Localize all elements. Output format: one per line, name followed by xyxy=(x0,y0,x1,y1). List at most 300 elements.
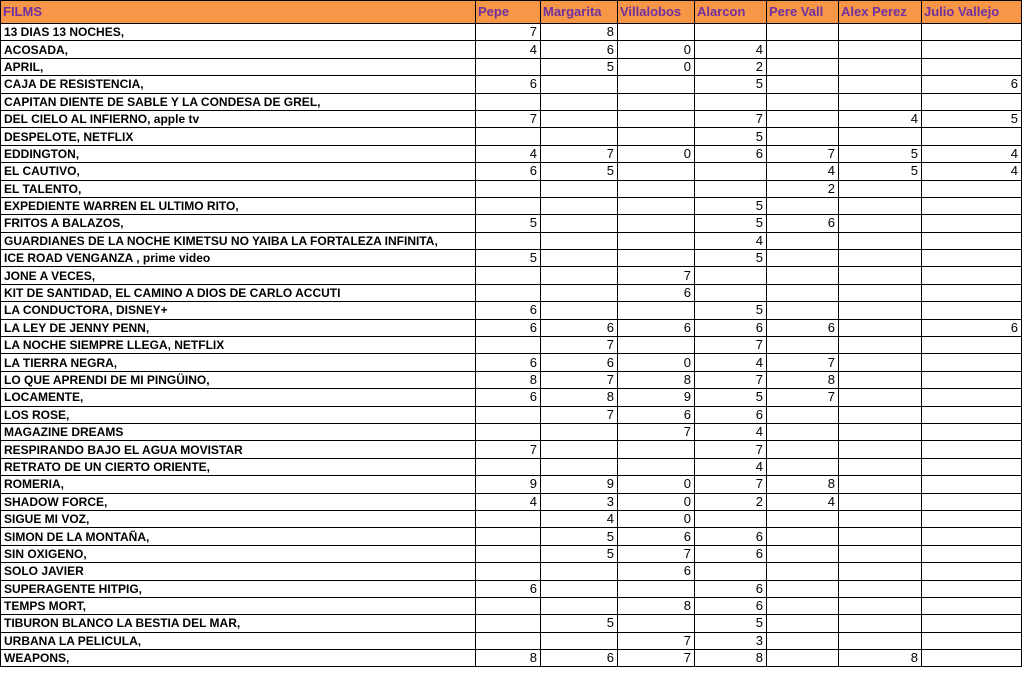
score-cell[interactable] xyxy=(922,93,1022,110)
score-cell[interactable] xyxy=(839,267,922,284)
film-title-cell[interactable]: WEAPONS, xyxy=(1,650,476,667)
score-cell[interactable]: 8 xyxy=(476,650,541,667)
score-cell[interactable]: 5 xyxy=(839,163,922,180)
film-title-cell[interactable]: DESPELOTE, NETFLIX xyxy=(1,128,476,145)
score-cell[interactable] xyxy=(767,632,839,649)
film-title-cell[interactable]: LA TIERRA NEGRA, xyxy=(1,354,476,371)
score-cell[interactable] xyxy=(922,615,1022,632)
score-cell[interactable] xyxy=(839,615,922,632)
film-title-cell[interactable]: EXPEDIENTE WARREN EL ULTIMO RITO, xyxy=(1,197,476,214)
header-cell-alarcon[interactable]: Alarcon xyxy=(695,1,767,24)
score-cell[interactable] xyxy=(922,215,1022,232)
score-cell[interactable]: 7 xyxy=(618,545,695,562)
score-cell[interactable] xyxy=(922,250,1022,267)
score-cell[interactable]: 7 xyxy=(541,371,618,388)
score-cell[interactable] xyxy=(476,632,541,649)
score-cell[interactable] xyxy=(839,493,922,510)
score-cell[interactable] xyxy=(618,215,695,232)
score-cell[interactable] xyxy=(541,563,618,580)
score-cell[interactable] xyxy=(839,337,922,354)
score-cell[interactable] xyxy=(922,580,1022,597)
score-cell[interactable] xyxy=(839,76,922,93)
film-title-cell[interactable]: EL TALENTO, xyxy=(1,180,476,197)
score-cell[interactable]: 5 xyxy=(476,215,541,232)
score-cell[interactable]: 7 xyxy=(767,389,839,406)
score-cell[interactable] xyxy=(922,528,1022,545)
score-cell[interactable] xyxy=(476,180,541,197)
score-cell[interactable]: 6 xyxy=(767,319,839,336)
score-cell[interactable]: 5 xyxy=(839,145,922,162)
score-cell[interactable] xyxy=(695,180,767,197)
score-cell[interactable]: 5 xyxy=(695,615,767,632)
film-title-cell[interactable]: RETRATO DE UN CIERTO ORIENTE, xyxy=(1,458,476,475)
score-cell[interactable] xyxy=(618,337,695,354)
score-cell[interactable]: 5 xyxy=(541,163,618,180)
score-cell[interactable]: 6 xyxy=(541,650,618,667)
score-cell[interactable] xyxy=(922,389,1022,406)
score-cell[interactable] xyxy=(922,197,1022,214)
score-cell[interactable]: 8 xyxy=(839,650,922,667)
film-title-cell[interactable]: MAGAZINE DREAMS xyxy=(1,423,476,440)
score-cell[interactable]: 8 xyxy=(767,371,839,388)
score-cell[interactable] xyxy=(922,406,1022,423)
score-cell[interactable]: 0 xyxy=(618,58,695,75)
score-cell[interactable]: 5 xyxy=(695,302,767,319)
score-cell[interactable]: 6 xyxy=(618,406,695,423)
score-cell[interactable] xyxy=(767,24,839,41)
score-cell[interactable]: 6 xyxy=(618,563,695,580)
score-cell[interactable] xyxy=(476,406,541,423)
header-cell-margarita[interactable]: Margarita xyxy=(541,1,618,24)
score-cell[interactable]: 6 xyxy=(476,354,541,371)
score-cell[interactable]: 5 xyxy=(541,615,618,632)
score-cell[interactable] xyxy=(541,180,618,197)
score-cell[interactable]: 4 xyxy=(695,232,767,249)
score-cell[interactable] xyxy=(618,458,695,475)
score-cell[interactable]: 6 xyxy=(618,284,695,301)
score-cell[interactable] xyxy=(922,371,1022,388)
score-cell[interactable] xyxy=(618,580,695,597)
score-cell[interactable] xyxy=(922,302,1022,319)
score-cell[interactable] xyxy=(922,24,1022,41)
score-cell[interactable]: 6 xyxy=(695,597,767,614)
score-cell[interactable] xyxy=(541,632,618,649)
score-cell[interactable]: 5 xyxy=(695,197,767,214)
score-cell[interactable]: 4 xyxy=(695,354,767,371)
score-cell[interactable]: 4 xyxy=(922,163,1022,180)
score-cell[interactable] xyxy=(767,284,839,301)
film-title-cell[interactable]: APRIL, xyxy=(1,58,476,75)
film-title-cell[interactable]: EDDINGTON, xyxy=(1,145,476,162)
score-cell[interactable] xyxy=(618,615,695,632)
film-title-cell[interactable]: ACOSADA, xyxy=(1,41,476,58)
score-cell[interactable] xyxy=(618,163,695,180)
score-cell[interactable]: 7 xyxy=(618,423,695,440)
score-cell[interactable]: 5 xyxy=(541,545,618,562)
score-cell[interactable] xyxy=(839,545,922,562)
film-title-cell[interactable]: SHADOW FORCE, xyxy=(1,493,476,510)
score-cell[interactable] xyxy=(839,284,922,301)
score-cell[interactable]: 4 xyxy=(541,510,618,527)
score-cell[interactable]: 7 xyxy=(767,145,839,162)
header-cell-films[interactable]: FILMS xyxy=(1,1,476,24)
score-cell[interactable] xyxy=(618,302,695,319)
score-cell[interactable] xyxy=(922,476,1022,493)
score-cell[interactable] xyxy=(922,267,1022,284)
score-cell[interactable] xyxy=(922,545,1022,562)
score-cell[interactable] xyxy=(922,597,1022,614)
film-title-cell[interactable]: ICE ROAD VENGANZA , prime video xyxy=(1,250,476,267)
score-cell[interactable] xyxy=(922,232,1022,249)
score-cell[interactable]: 7 xyxy=(695,441,767,458)
score-cell[interactable] xyxy=(618,180,695,197)
film-title-cell[interactable]: FRITOS A BALAZOS, xyxy=(1,215,476,232)
score-cell[interactable]: 8 xyxy=(541,389,618,406)
score-cell[interactable]: 6 xyxy=(695,406,767,423)
score-cell[interactable]: 6 xyxy=(695,545,767,562)
score-cell[interactable] xyxy=(922,180,1022,197)
score-cell[interactable] xyxy=(476,563,541,580)
score-cell[interactable] xyxy=(839,563,922,580)
score-cell[interactable] xyxy=(695,163,767,180)
score-cell[interactable]: 6 xyxy=(476,302,541,319)
score-cell[interactable] xyxy=(767,76,839,93)
score-cell[interactable]: 4 xyxy=(767,493,839,510)
film-title-cell[interactable]: ROMERIA, xyxy=(1,476,476,493)
score-cell[interactable]: 6 xyxy=(695,528,767,545)
score-cell[interactable] xyxy=(922,632,1022,649)
score-cell[interactable] xyxy=(922,58,1022,75)
film-title-cell[interactable]: LOCAMENTE, xyxy=(1,389,476,406)
score-cell[interactable] xyxy=(541,302,618,319)
score-cell[interactable]: 6 xyxy=(476,76,541,93)
score-cell[interactable]: 6 xyxy=(476,389,541,406)
film-title-cell[interactable]: 13 DIAS 13 NOCHES, xyxy=(1,24,476,41)
score-cell[interactable] xyxy=(839,580,922,597)
film-title-cell[interactable]: TIBURON BLANCO LA BESTIA DEL MAR, xyxy=(1,615,476,632)
score-cell[interactable] xyxy=(476,597,541,614)
score-cell[interactable] xyxy=(767,302,839,319)
score-cell[interactable]: 0 xyxy=(618,510,695,527)
score-cell[interactable] xyxy=(767,650,839,667)
film-title-cell[interactable]: SIMON DE LA MONTAÑA, xyxy=(1,528,476,545)
score-cell[interactable]: 6 xyxy=(922,76,1022,93)
score-cell[interactable] xyxy=(839,389,922,406)
score-cell[interactable] xyxy=(618,250,695,267)
score-cell[interactable]: 0 xyxy=(618,145,695,162)
score-cell[interactable]: 6 xyxy=(541,41,618,58)
score-cell[interactable] xyxy=(541,250,618,267)
score-cell[interactable]: 6 xyxy=(541,354,618,371)
score-cell[interactable]: 6 xyxy=(695,580,767,597)
score-cell[interactable] xyxy=(618,128,695,145)
score-cell[interactable] xyxy=(695,24,767,41)
score-cell[interactable] xyxy=(476,510,541,527)
score-cell[interactable] xyxy=(767,110,839,127)
score-cell[interactable] xyxy=(476,615,541,632)
score-cell[interactable]: 5 xyxy=(695,76,767,93)
film-title-cell[interactable]: LA NOCHE SIEMPRE LLEGA, NETFLIX xyxy=(1,337,476,354)
header-cell-villalobos[interactable]: Villalobos xyxy=(618,1,695,24)
score-cell[interactable] xyxy=(839,180,922,197)
score-cell[interactable]: 5 xyxy=(541,528,618,545)
film-title-cell[interactable]: KIT DE SANTIDAD, EL CAMINO A DIOS DE CARLO ACCUTI xyxy=(1,284,476,301)
score-cell[interactable]: 8 xyxy=(618,597,695,614)
film-title-cell[interactable]: TEMPS MORT, xyxy=(1,597,476,614)
header-cell-alex-perez[interactable]: Alex Perez xyxy=(839,1,922,24)
score-cell[interactable] xyxy=(767,545,839,562)
score-cell[interactable] xyxy=(767,597,839,614)
header-cell-pere-vall[interactable]: Pere Vall xyxy=(767,1,839,24)
score-cell[interactable]: 7 xyxy=(541,145,618,162)
film-title-cell[interactable]: RESPIRANDO BAJO EL AGUA MOVISTAR xyxy=(1,441,476,458)
score-cell[interactable] xyxy=(839,528,922,545)
score-cell[interactable] xyxy=(767,510,839,527)
score-cell[interactable] xyxy=(767,441,839,458)
score-cell[interactable]: 6 xyxy=(476,580,541,597)
score-cell[interactable] xyxy=(476,232,541,249)
score-cell[interactable]: 6 xyxy=(476,163,541,180)
score-cell[interactable] xyxy=(922,441,1022,458)
score-cell[interactable]: 5 xyxy=(695,215,767,232)
header-cell-pepe[interactable]: Pepe xyxy=(476,1,541,24)
score-cell[interactable] xyxy=(922,337,1022,354)
film-title-cell[interactable]: GUARDIANES DE LA NOCHE KIMETSU NO YAIBA LA FORTALEZA INFINITA, xyxy=(1,232,476,249)
film-title-cell[interactable]: LO QUE APRENDI DE MI PINGÜINO, xyxy=(1,371,476,388)
score-cell[interactable] xyxy=(767,232,839,249)
score-cell[interactable] xyxy=(695,284,767,301)
score-cell[interactable]: 7 xyxy=(476,110,541,127)
score-cell[interactable] xyxy=(618,232,695,249)
score-cell[interactable]: 6 xyxy=(618,528,695,545)
score-cell[interactable]: 4 xyxy=(695,41,767,58)
score-cell[interactable]: 7 xyxy=(695,476,767,493)
score-cell[interactable] xyxy=(922,458,1022,475)
score-cell[interactable] xyxy=(618,76,695,93)
film-title-cell[interactable]: LA LEY DE JENNY PENN, xyxy=(1,319,476,336)
score-cell[interactable] xyxy=(476,284,541,301)
score-cell[interactable] xyxy=(839,406,922,423)
score-cell[interactable]: 6 xyxy=(695,319,767,336)
score-cell[interactable] xyxy=(922,354,1022,371)
score-cell[interactable]: 3 xyxy=(541,493,618,510)
score-cell[interactable] xyxy=(541,93,618,110)
score-cell[interactable] xyxy=(922,41,1022,58)
score-cell[interactable] xyxy=(695,563,767,580)
score-cell[interactable] xyxy=(839,354,922,371)
score-cell[interactable] xyxy=(476,58,541,75)
film-title-cell[interactable]: SIGUE MI VOZ, xyxy=(1,510,476,527)
score-cell[interactable]: 9 xyxy=(476,476,541,493)
score-cell[interactable]: 5 xyxy=(695,389,767,406)
score-cell[interactable] xyxy=(839,302,922,319)
score-cell[interactable]: 7 xyxy=(476,24,541,41)
score-cell[interactable] xyxy=(839,510,922,527)
score-cell[interactable]: 4 xyxy=(476,145,541,162)
film-title-cell[interactable]: LA CONDUCTORA, DISNEY+ xyxy=(1,302,476,319)
score-cell[interactable] xyxy=(618,197,695,214)
film-title-cell[interactable]: DEL CIELO AL INFIERNO, apple tv xyxy=(1,110,476,127)
score-cell[interactable]: 0 xyxy=(618,41,695,58)
score-cell[interactable] xyxy=(476,93,541,110)
film-title-cell[interactable]: EL CAUTIVO, xyxy=(1,163,476,180)
score-cell[interactable] xyxy=(618,93,695,110)
score-cell[interactable]: 8 xyxy=(618,371,695,388)
score-cell[interactable] xyxy=(839,24,922,41)
score-cell[interactable] xyxy=(839,441,922,458)
score-cell[interactable] xyxy=(541,267,618,284)
score-cell[interactable]: 0 xyxy=(618,476,695,493)
score-cell[interactable] xyxy=(476,423,541,440)
score-cell[interactable]: 7 xyxy=(695,337,767,354)
score-cell[interactable] xyxy=(839,128,922,145)
score-cell[interactable]: 6 xyxy=(695,145,767,162)
score-cell[interactable]: 9 xyxy=(541,476,618,493)
film-title-cell[interactable]: LOS ROSE, xyxy=(1,406,476,423)
score-cell[interactable] xyxy=(839,476,922,493)
score-cell[interactable] xyxy=(839,319,922,336)
score-cell[interactable]: 9 xyxy=(618,389,695,406)
film-title-cell[interactable]: SOLO JAVIER xyxy=(1,563,476,580)
score-cell[interactable] xyxy=(767,528,839,545)
score-cell[interactable]: 3 xyxy=(695,632,767,649)
score-cell[interactable]: 7 xyxy=(618,267,695,284)
score-cell[interactable] xyxy=(839,58,922,75)
score-cell[interactable] xyxy=(541,458,618,475)
score-cell[interactable] xyxy=(476,267,541,284)
score-cell[interactable] xyxy=(767,458,839,475)
score-cell[interactable]: 2 xyxy=(767,180,839,197)
score-cell[interactable] xyxy=(767,580,839,597)
score-cell[interactable]: 5 xyxy=(922,110,1022,127)
score-cell[interactable] xyxy=(767,93,839,110)
score-cell[interactable] xyxy=(922,423,1022,440)
score-cell[interactable] xyxy=(541,580,618,597)
score-cell[interactable] xyxy=(839,93,922,110)
score-cell[interactable]: 7 xyxy=(695,110,767,127)
score-cell[interactable] xyxy=(476,458,541,475)
score-cell[interactable]: 4 xyxy=(695,458,767,475)
score-cell[interactable]: 7 xyxy=(767,354,839,371)
score-cell[interactable]: 2 xyxy=(695,493,767,510)
score-cell[interactable]: 7 xyxy=(618,650,695,667)
film-title-cell[interactable]: JONE A VECES, xyxy=(1,267,476,284)
score-cell[interactable] xyxy=(839,197,922,214)
score-cell[interactable] xyxy=(767,406,839,423)
score-cell[interactable]: 5 xyxy=(695,128,767,145)
score-cell[interactable]: 7 xyxy=(541,337,618,354)
score-cell[interactable]: 5 xyxy=(476,250,541,267)
film-title-cell[interactable]: SIN OXIGENO, xyxy=(1,545,476,562)
score-cell[interactable] xyxy=(476,545,541,562)
score-cell[interactable] xyxy=(839,215,922,232)
score-cell[interactable]: 4 xyxy=(767,163,839,180)
score-cell[interactable] xyxy=(476,197,541,214)
score-cell[interactable] xyxy=(767,197,839,214)
score-cell[interactable]: 4 xyxy=(922,145,1022,162)
score-cell[interactable] xyxy=(839,632,922,649)
score-cell[interactable] xyxy=(922,563,1022,580)
score-cell[interactable] xyxy=(695,510,767,527)
score-cell[interactable] xyxy=(541,197,618,214)
score-cell[interactable] xyxy=(922,493,1022,510)
score-cell[interactable]: 6 xyxy=(922,319,1022,336)
score-cell[interactable] xyxy=(767,41,839,58)
score-cell[interactable] xyxy=(767,615,839,632)
score-cell[interactable]: 6 xyxy=(618,319,695,336)
score-cell[interactable] xyxy=(618,110,695,127)
score-cell[interactable] xyxy=(839,232,922,249)
score-cell[interactable] xyxy=(541,110,618,127)
score-cell[interactable] xyxy=(922,650,1022,667)
score-cell[interactable] xyxy=(541,128,618,145)
score-cell[interactable] xyxy=(541,76,618,93)
score-cell[interactable] xyxy=(767,423,839,440)
score-cell[interactable] xyxy=(541,597,618,614)
score-cell[interactable] xyxy=(767,267,839,284)
score-cell[interactable]: 4 xyxy=(695,423,767,440)
score-cell[interactable] xyxy=(922,510,1022,527)
score-cell[interactable] xyxy=(839,371,922,388)
score-cell[interactable]: 8 xyxy=(541,24,618,41)
score-cell[interactable] xyxy=(839,41,922,58)
film-title-cell[interactable]: CAJA DE RESISTENCIA, xyxy=(1,76,476,93)
score-cell[interactable] xyxy=(541,215,618,232)
score-cell[interactable] xyxy=(767,563,839,580)
score-cell[interactable] xyxy=(541,232,618,249)
score-cell[interactable] xyxy=(839,458,922,475)
score-cell[interactable] xyxy=(695,267,767,284)
score-cell[interactable] xyxy=(922,128,1022,145)
score-cell[interactable] xyxy=(541,423,618,440)
score-cell[interactable]: 7 xyxy=(476,441,541,458)
score-cell[interactable]: 4 xyxy=(839,110,922,127)
score-cell[interactable]: 5 xyxy=(695,250,767,267)
score-cell[interactable]: 0 xyxy=(618,493,695,510)
film-title-cell[interactable]: CAPITAN DIENTE DE SABLE Y LA CONDESA DE GREL, xyxy=(1,93,476,110)
score-cell[interactable] xyxy=(767,250,839,267)
score-cell[interactable] xyxy=(767,128,839,145)
score-cell[interactable]: 7 xyxy=(541,406,618,423)
score-cell[interactable]: 8 xyxy=(767,476,839,493)
score-cell[interactable] xyxy=(618,441,695,458)
score-cell[interactable]: 6 xyxy=(541,319,618,336)
score-cell[interactable] xyxy=(839,250,922,267)
score-cell[interactable] xyxy=(839,597,922,614)
score-cell[interactable]: 4 xyxy=(476,493,541,510)
score-cell[interactable] xyxy=(839,423,922,440)
score-cell[interactable]: 8 xyxy=(476,371,541,388)
score-cell[interactable] xyxy=(476,128,541,145)
score-cell[interactable]: 5 xyxy=(541,58,618,75)
film-title-cell[interactable]: SUPERAGENTE HITPIG, xyxy=(1,580,476,597)
film-title-cell[interactable]: URBANA LA PELICULA, xyxy=(1,632,476,649)
score-cell[interactable]: 6 xyxy=(767,215,839,232)
score-cell[interactable] xyxy=(922,284,1022,301)
header-cell-julio-vallejo[interactable]: Julio Vallejo xyxy=(922,1,1022,24)
score-cell[interactable] xyxy=(695,93,767,110)
score-cell[interactable]: 6 xyxy=(476,319,541,336)
score-cell[interactable] xyxy=(618,24,695,41)
score-cell[interactable] xyxy=(767,58,839,75)
score-cell[interactable]: 0 xyxy=(618,354,695,371)
score-cell[interactable] xyxy=(541,441,618,458)
score-cell[interactable]: 7 xyxy=(618,632,695,649)
score-cell[interactable] xyxy=(476,528,541,545)
score-cell[interactable]: 4 xyxy=(476,41,541,58)
score-cell[interactable] xyxy=(476,337,541,354)
score-cell[interactable] xyxy=(767,337,839,354)
